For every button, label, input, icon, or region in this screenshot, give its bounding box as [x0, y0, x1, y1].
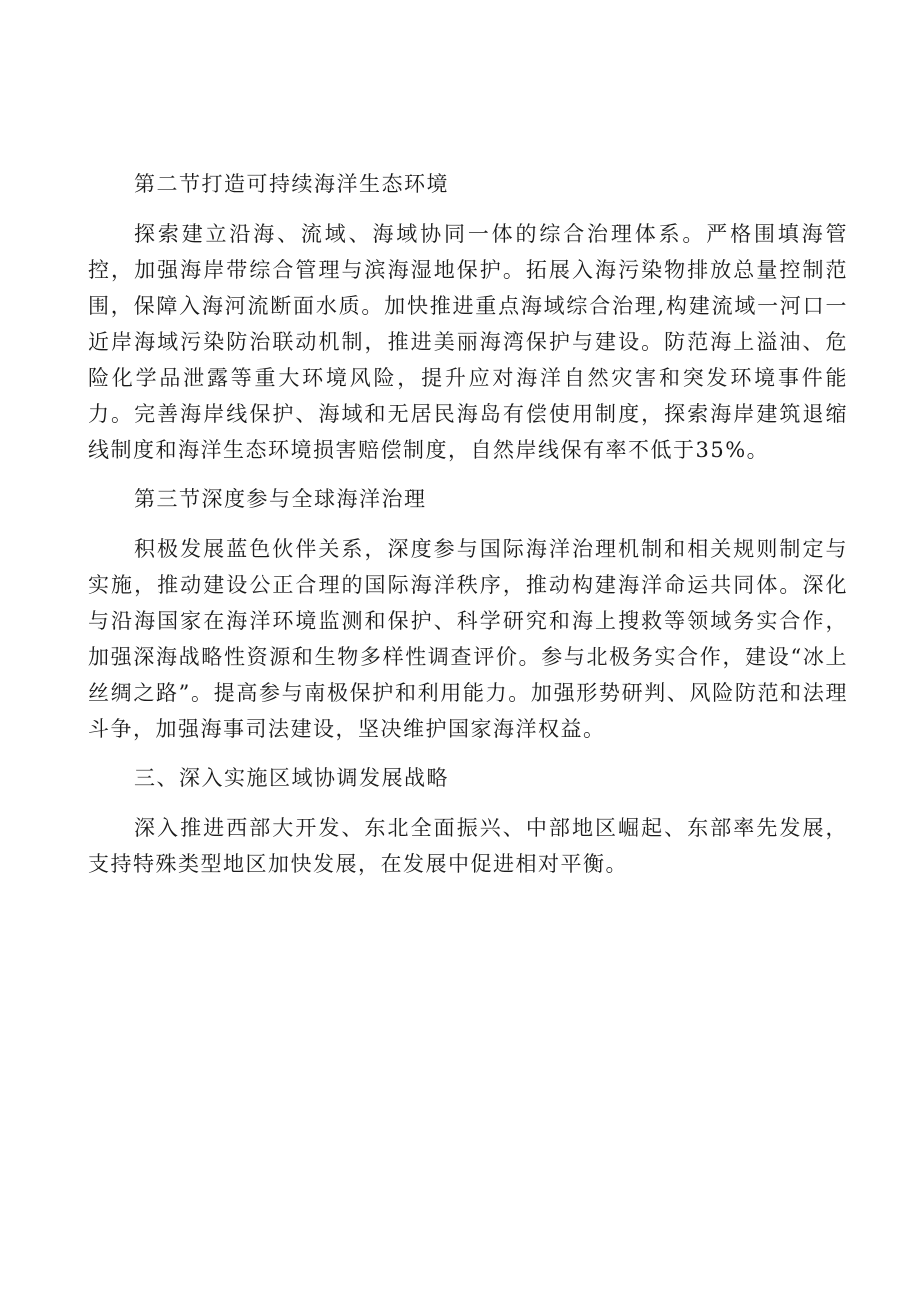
body-paragraph: 积极发展蓝色伙伴关系，深度参与国际海洋治理机制和相关规则制定与实施，推动建设公正合理的国际海洋秩序，推动构建海洋命运共同体。深化与沿海国家在海洋环境监测和保护、科学研究和海上搜救等领域务实合作，加强深海战略性资源和生物多样性调查评价。参与北极务实合作，建设“冰上丝绸之路”。提高参与南极保护和利用能力。加强形势研判、风险防范和法理斗争，加强海事司法建设，坚决维护国家海洋权益。	[88, 536, 848, 741]
body-paragraph: 深入推进西部大开发、东北全面振兴、中部地区崛起、东部率先发展，支持特殊类型地区加快发展，在发展中促进相对平衡。	[88, 815, 848, 876]
chapter-heading-3: 三、深入实施区域协调发展战略	[134, 766, 449, 790]
section-heading-3: 第三节深度参与全球海洋治理	[134, 487, 427, 511]
section-heading-2: 第二节打造可持续海洋生态环境	[134, 172, 449, 196]
body-paragraph: 探索建立沿海、流域、海域协同一体的综合治理体系。严格围填海管控，加强海岸带综合管理与滨海湿地保护。拓展入海污染物排放总量控制范围，保障入海河流断面水质。加快推进重点海域综合治理,构建流域一河口一近岸海域污染防治联动机制，推进美丽海湾保护与建设。防范海上溢油、危险化学品泄露等重大环境风险，提升应对海洋自然灾害和突发环境事件能力。完善海岸线保护、海域和无居民海岛有偿使用制度，探索海岸建筑退缩线制度和海洋生态环境损害赔偿制度，自然岸线保有率不低于35%。	[88, 221, 848, 462]
